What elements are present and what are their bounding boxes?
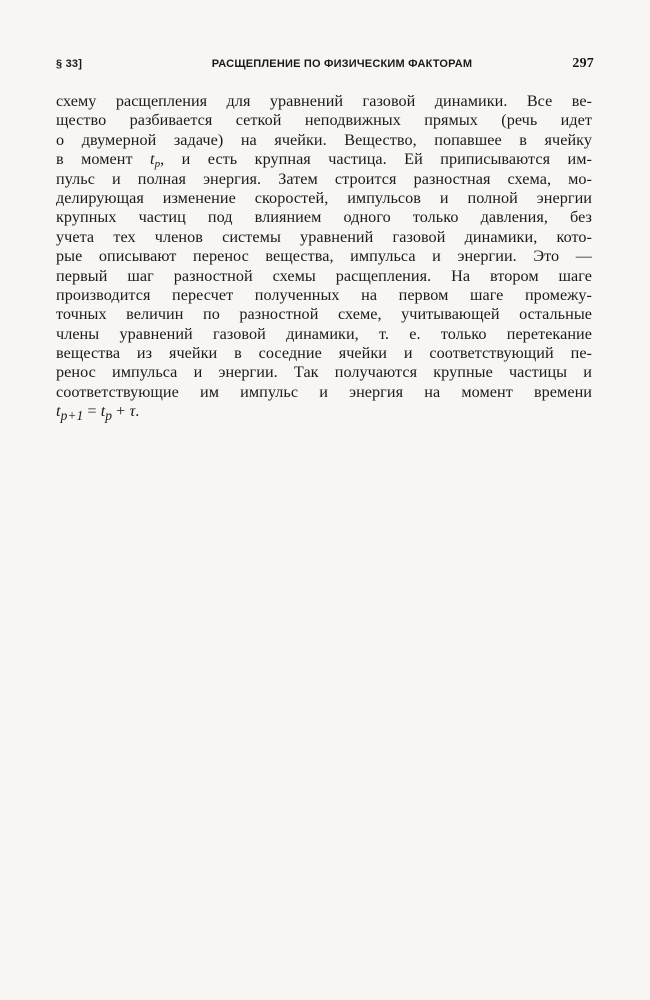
text-line: рые описывают перенос вещества, импульса и энергии. Это — <box>56 247 592 266</box>
formula-line <box>56 402 592 424</box>
text-line: делирующая изменение скоростей, импульсов и полной энергии <box>56 188 592 207</box>
text-line: члены уравнений газовой динамики, т. е. только перетекание <box>56 324 592 343</box>
running-title: РАСЩЕПЛЕНИЕ ПО ФИЗИЧЕСКИМ ФАКТОРАМ <box>211 58 473 70</box>
math-var: t <box>100 402 106 421</box>
text-line: ренос импульса и энергии. Так получаются крупные частицы и <box>56 363 592 382</box>
text-line <box>56 150 592 169</box>
text-fragment: , и есть крупная частица. Ей приписываются им- <box>160 150 592 169</box>
math-tp <box>150 150 161 171</box>
text-line: схему расщепления для уравнений газовой динамики. Все ве- <box>56 92 592 110</box>
math-tau: τ <box>129 402 136 421</box>
math-operator: = <box>83 402 101 421</box>
text-line: соответствующие им импульс и энергия на момент времени <box>56 382 592 401</box>
text-line: точных величин по разностной схеме, учитывающей остальные <box>56 305 592 324</box>
text-fragment: в момент <box>56 150 133 169</box>
math-var: t <box>56 402 61 421</box>
page-number: 297 <box>572 56 594 71</box>
text-line: первый шаг разностной схемы расщепления. На втором шаге <box>56 266 592 285</box>
running-head <box>56 57 596 77</box>
math-subscript: p <box>105 408 113 424</box>
text-line: учета тех членов системы уравнений газовой динамики, кото- <box>56 227 592 246</box>
punctuation: . <box>135 402 140 421</box>
text-line: крупных частиц под влиянием одного только давления, без <box>56 208 592 227</box>
text-line: о двумерной задаче) на ячейки. Вещество, попавшее в ячейку <box>56 130 592 149</box>
text-line: вещества из ячейки в соседние ячейки и соответствующий пе- <box>56 344 592 363</box>
text-line: щество разбивается сеткой неподвижных прямых (речь идет <box>56 111 592 130</box>
text-line: производится пересчет полученных на первом шаге промежу- <box>56 285 592 304</box>
section-number: § 33] <box>56 58 83 70</box>
main-paragraph <box>56 92 592 422</box>
text-line: пульс и полная энергия. Затем строится разностная схема, мо- <box>56 169 592 188</box>
math-subscript: p+1 <box>60 408 84 424</box>
math-var: t <box>150 150 155 169</box>
math-operator: + <box>112 402 130 421</box>
math-subscript: p <box>154 158 161 171</box>
